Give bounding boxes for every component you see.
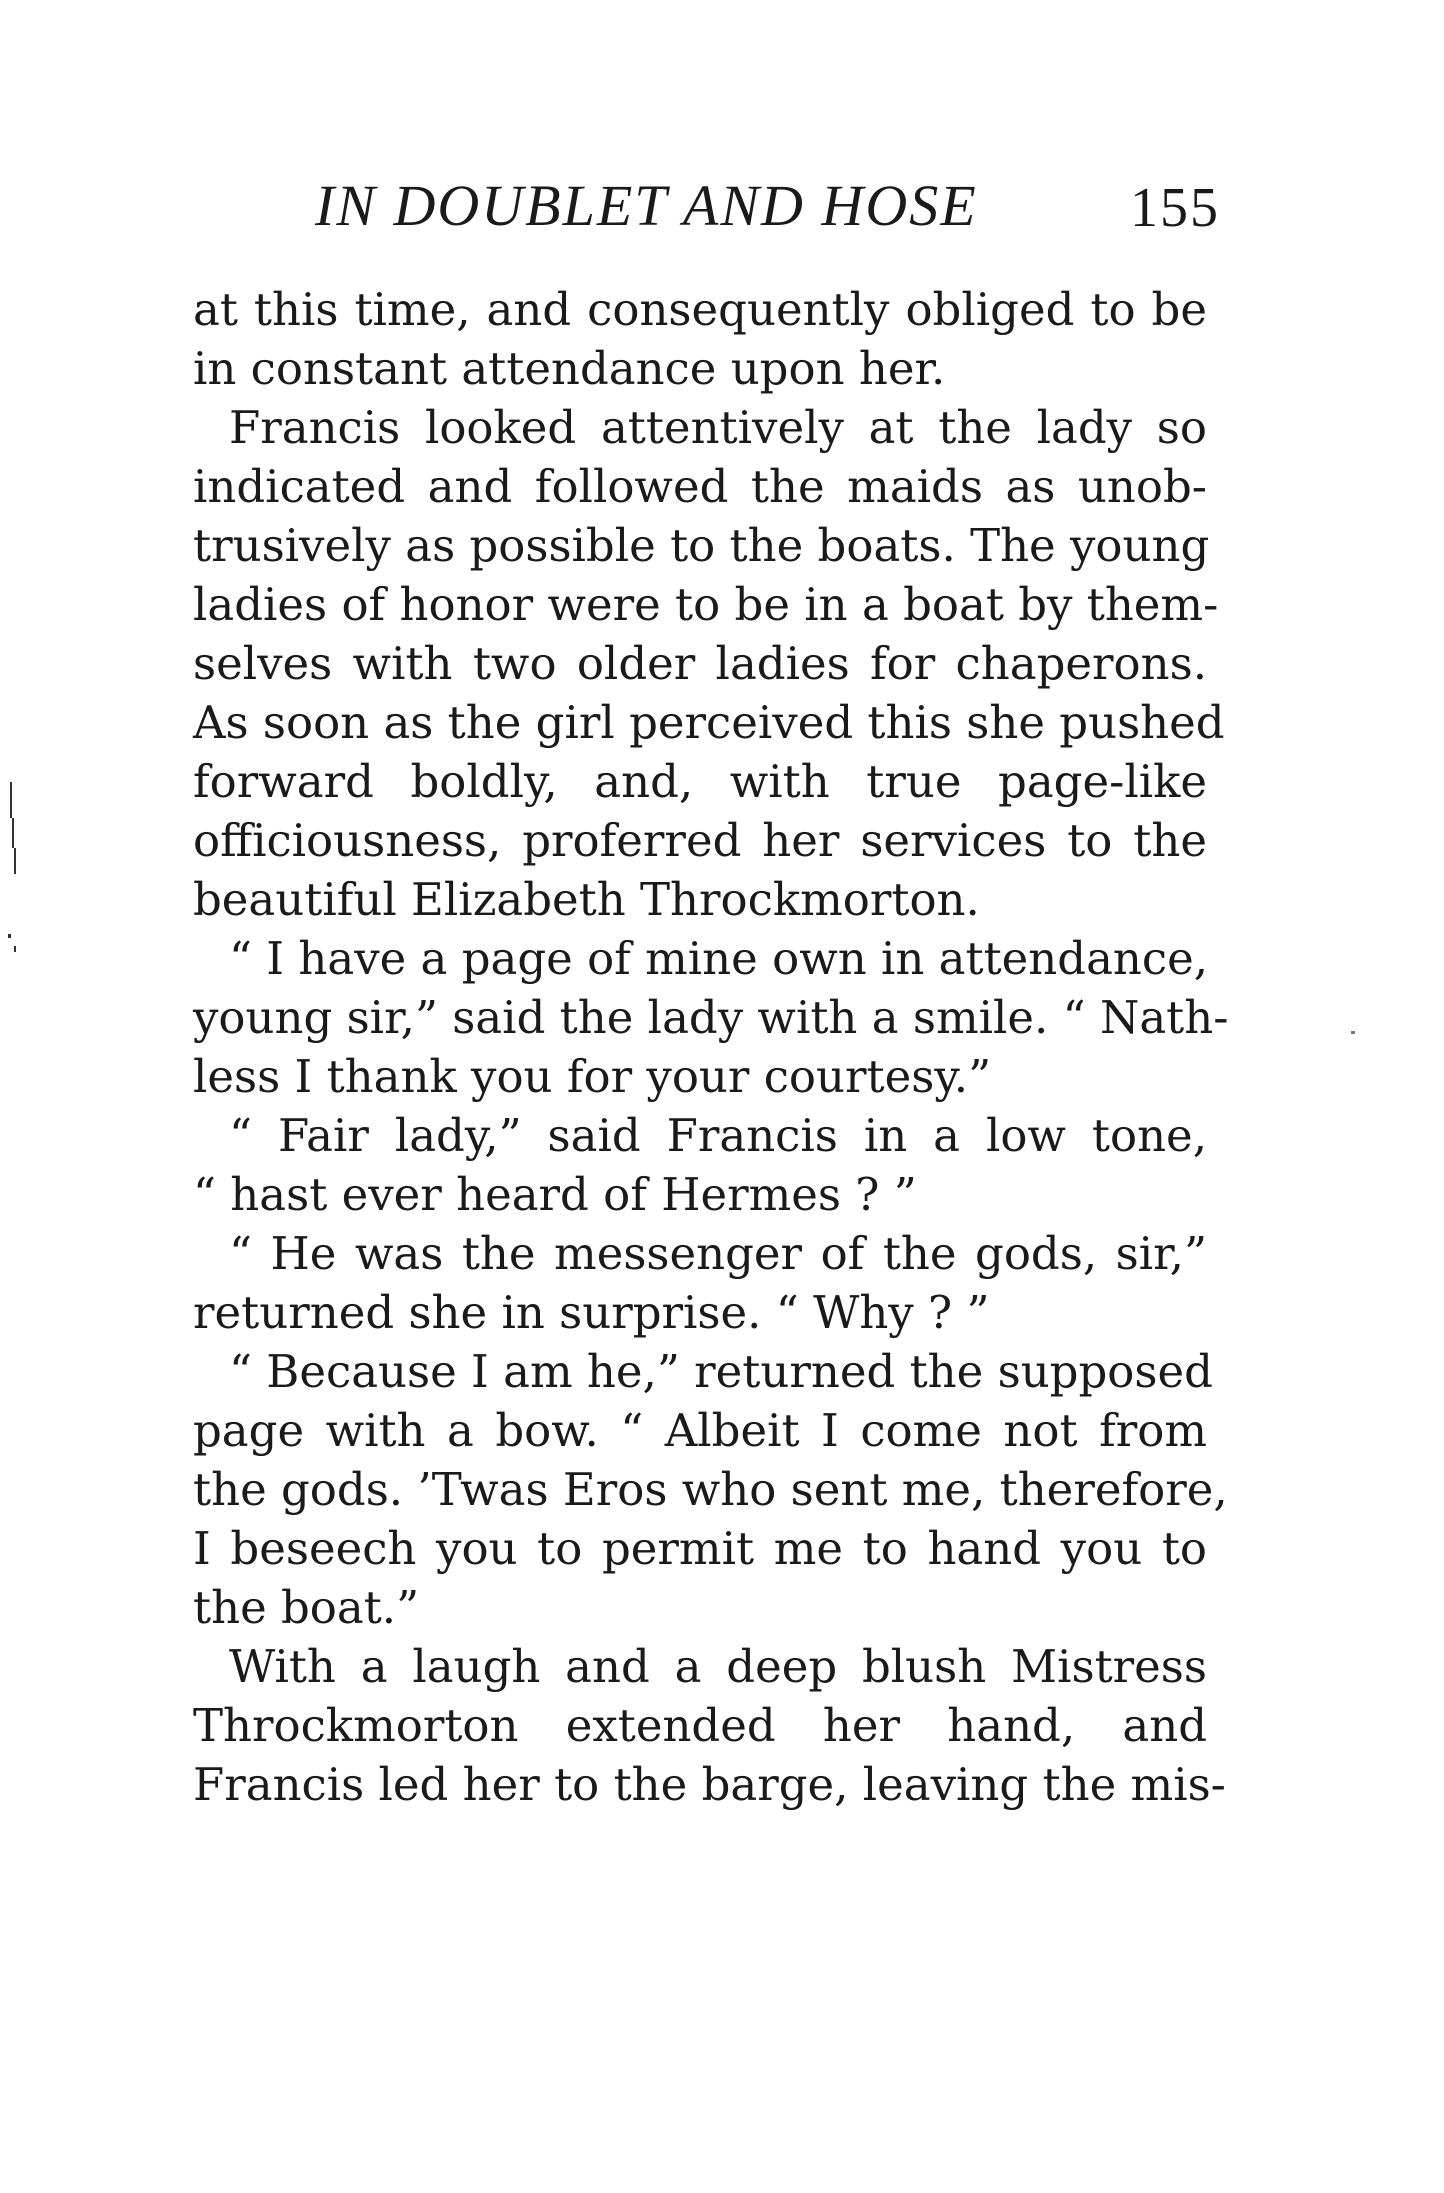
text-line: “ I have a page of mine own in attendance,: [229, 932, 1209, 985]
scan-mark: [14, 946, 16, 952]
text-line: ladies of honor were to be in a boat by them-: [193, 578, 1219, 631]
text-line: page with a bow. “ Albeit I come not from: [193, 1404, 1207, 1457]
text-line: at this time, and consequently obliged to be: [193, 283, 1207, 336]
text-line: Throckmorton extended her hand, and: [193, 1699, 1207, 1752]
text-line: Francis led her to the barge, leaving the mis-: [193, 1758, 1226, 1811]
text-line: As soon as the girl perceived this she pushed: [193, 696, 1225, 749]
text-line: Francis looked attentively at the lady so: [229, 401, 1207, 454]
text-line: “ hast ever heard of Hermes ? ”: [193, 1168, 917, 1221]
text-line: the boat.”: [193, 1581, 420, 1634]
text-line: beautiful Elizabeth Throckmorton.: [193, 873, 980, 926]
running-title: IN DOUBLET AND HOSE: [315, 173, 978, 238]
scan-mark: [12, 818, 14, 848]
text-line: returned she in surprise. “ Why ? ”: [193, 1286, 990, 1339]
scan-mark: [1351, 1031, 1355, 1034]
text-line: young sir,” said the lady with a smile. “ Nath-: [193, 991, 1229, 1044]
text-line: forward boldly, and, with true page-like: [193, 755, 1207, 808]
text-line: With a laugh and a deep blush Mistress: [229, 1640, 1207, 1693]
text-line: I beseech you to permit me to hand you to: [193, 1522, 1207, 1575]
text-line: in constant attendance upon her.: [193, 342, 946, 395]
text-line: trusively as possible to the boats. The young: [193, 519, 1210, 572]
text-line: “ Because I am he,” returned the supposed: [229, 1345, 1213, 1398]
running-head: [315, 172, 1220, 242]
text-line: officiousness, proferred her services to the: [193, 814, 1207, 867]
scan-mark: [10, 782, 12, 818]
text-line: selves with two older ladies for chaperons.: [193, 637, 1207, 690]
scan-mark: [8, 934, 11, 938]
page-number: 155: [1130, 177, 1220, 239]
text-line: “ Fair lady,” said Francis in a low tone,: [229, 1109, 1207, 1162]
body-text: [193, 280, 1229, 1814]
text-line: less I thank you for your courtesy.”: [193, 1050, 992, 1103]
scan-mark: [14, 848, 16, 874]
text-line: the gods. ’Twas Eros who sent me, therefore,: [193, 1463, 1228, 1516]
text-line: “ He was the messenger of the gods, sir,”: [229, 1227, 1207, 1280]
text-line: indicated and followed the maids as unob-: [193, 460, 1207, 513]
